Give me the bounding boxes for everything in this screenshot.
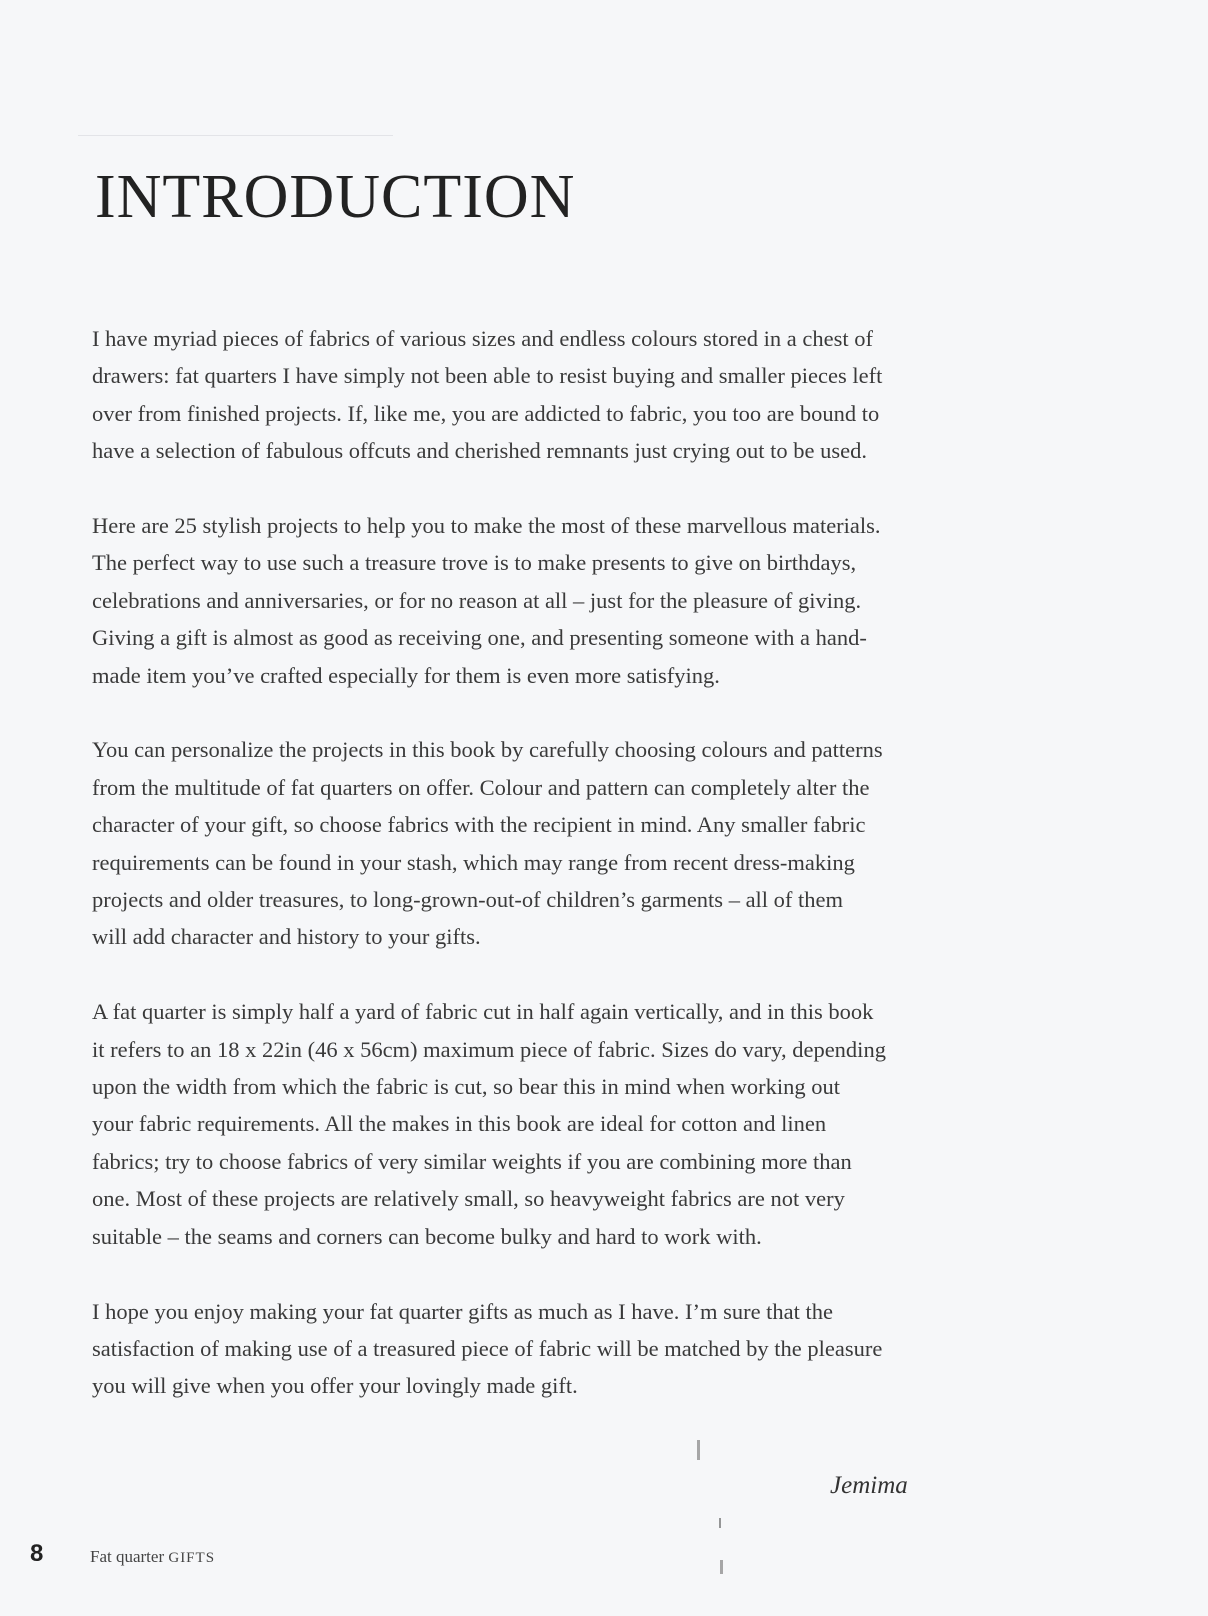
text-line: upon the width from which the fabric is cut, so bear this in mind when working out — [92, 1074, 840, 1100]
text-line: one. Most of these projects are relatively small, so heavyweight fabrics are not very — [92, 1186, 845, 1212]
text-line: requirements can be found in your stash, which may range from recent dress-making — [92, 849, 855, 875]
text-line: you will give when you offer your lovingly made gift. — [92, 1373, 578, 1399]
text-line: over from finished projects. If, like me, you are addicted to fabric, you too are bound to — [92, 400, 880, 426]
text-line: drawers: fat quarters I have simply not been able to resist buying and smaller pieces left — [92, 363, 883, 389]
header-rule — [78, 135, 393, 136]
text-line: I have myriad pieces of fabrics of various sizes and endless colours stored in a chest of — [92, 326, 873, 351]
text-line: Giving a gift is almost as good as receiving one, and presenting someone with a hand- — [92, 625, 867, 651]
text-line: You can personalize the projects in this book by carefully choosing colours and patterns — [92, 737, 883, 763]
scan-speck — [719, 1518, 721, 1528]
paragraph — [92, 507, 1092, 694]
running-footer — [90, 1547, 215, 1567]
scan-speck — [720, 1560, 723, 1574]
text-line: it refers to an 18 x 22in (46 x 56cm) maximum piece of fabric. Sizes do vary, depending — [92, 1036, 886, 1062]
text-line: The perfect way to use such a treasure trove is to make presents to give on birthdays, — [92, 550, 857, 576]
body-text — [92, 320, 1092, 1442]
text-line: suitable – the seams and corners can become bulky and hard to work with. — [92, 1223, 762, 1249]
paragraph — [92, 320, 1092, 470]
text-line: I hope you enjoy making your fat quarter gifts as much as I have. I’m sure that the — [92, 1298, 834, 1324]
book-title-caps: GIFTS — [168, 1550, 216, 1566]
text-line: satisfaction of making use of a treasured piece of fabric will be matched by the pleasure — [92, 1335, 883, 1361]
signature: Jemima — [830, 1472, 908, 1499]
text-line: A fat quarter is simply half a yard of fabric cut in half again vertically, and in this book — [92, 999, 874, 1025]
text-line: made item you’ve crafted especially for them is even more satisfying. — [92, 662, 720, 688]
page-title: INTRODUCTION — [95, 163, 576, 231]
paragraph — [92, 1293, 1092, 1405]
text-line: fabrics; try to choose fabrics of very similar weights if you are combining more than — [92, 1148, 852, 1174]
text-line: celebrations and anniversaries, or for no reason at all – just for the pleasure of giving. — [92, 587, 862, 613]
paragraph — [92, 731, 1092, 955]
text-line: Here are 25 stylish projects to help you to make the most of these marvellous materials. — [92, 513, 881, 539]
text-line: will add character and history to your gifts. — [92, 924, 481, 950]
text-line: character of your gift, so choose fabrics with the recipient in mind. Any smaller fabric — [92, 812, 866, 838]
text-line: from the multitude of fat quarters on offer. Colour and pattern can completely alter the — [92, 774, 870, 800]
page-number: 8 — [30, 1540, 44, 1567]
text-line: projects and older treasures, to long-grown-out-of children’s garments – all of them — [92, 887, 844, 913]
text-line: have a selection of fabulous offcuts and cherished remnants just crying out to be used. — [92, 438, 867, 464]
book-title: Fat quarter — [90, 1547, 165, 1566]
paragraph — [92, 993, 1092, 1255]
text-line: your fabric requirements. All the makes in this book are ideal for cotton and linen — [92, 1111, 827, 1137]
scan-speck — [697, 1440, 700, 1460]
